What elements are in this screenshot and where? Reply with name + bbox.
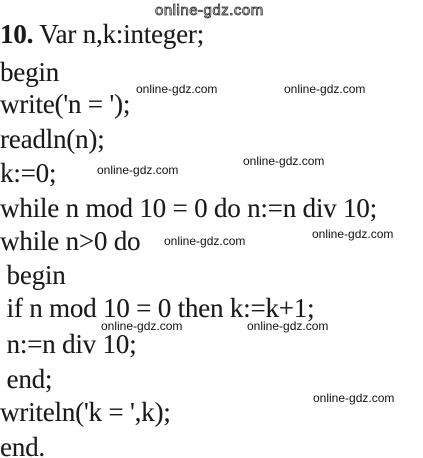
code-line-1-text: Var n,k:integer; (33, 19, 204, 49)
header-watermark: online-gdz.com (155, 2, 264, 19)
code-line-7: while n>0 do (0, 226, 141, 256)
code-line-13: end. (0, 432, 45, 458)
watermark: online-gdz.com (164, 234, 246, 248)
code-line-10: n:=n div 10; (0, 329, 137, 359)
code-line-9: if n mod 10 = 0 then k:=k+1; (0, 293, 315, 323)
code-line-6: while n mod 10 = 0 do n:=n div 10; (0, 193, 377, 223)
watermark: online-gdz.com (247, 319, 329, 333)
watermark: online-gdz.com (101, 319, 183, 333)
watermark: online-gdz.com (312, 227, 394, 241)
watermark: online-gdz.com (284, 82, 366, 96)
watermark: online-gdz.com (97, 163, 179, 177)
code-line-5: k:=0; (0, 158, 57, 188)
problem-number: 10. (0, 19, 34, 49)
code-line-4: readln(n); (0, 124, 105, 154)
watermark: online-gdz.com (243, 154, 325, 168)
code-line-8: begin (0, 260, 66, 290)
watermark: online-gdz.com (136, 82, 218, 96)
code-line-2: begin (0, 57, 59, 87)
code-line-3: write('n = '); (0, 89, 131, 119)
watermark: online-gdz.com (313, 391, 395, 405)
code-line-11: end; (0, 364, 53, 394)
code-line-1 (0, 19, 204, 49)
code-line-12: writeln('k = ',k); (0, 397, 171, 427)
